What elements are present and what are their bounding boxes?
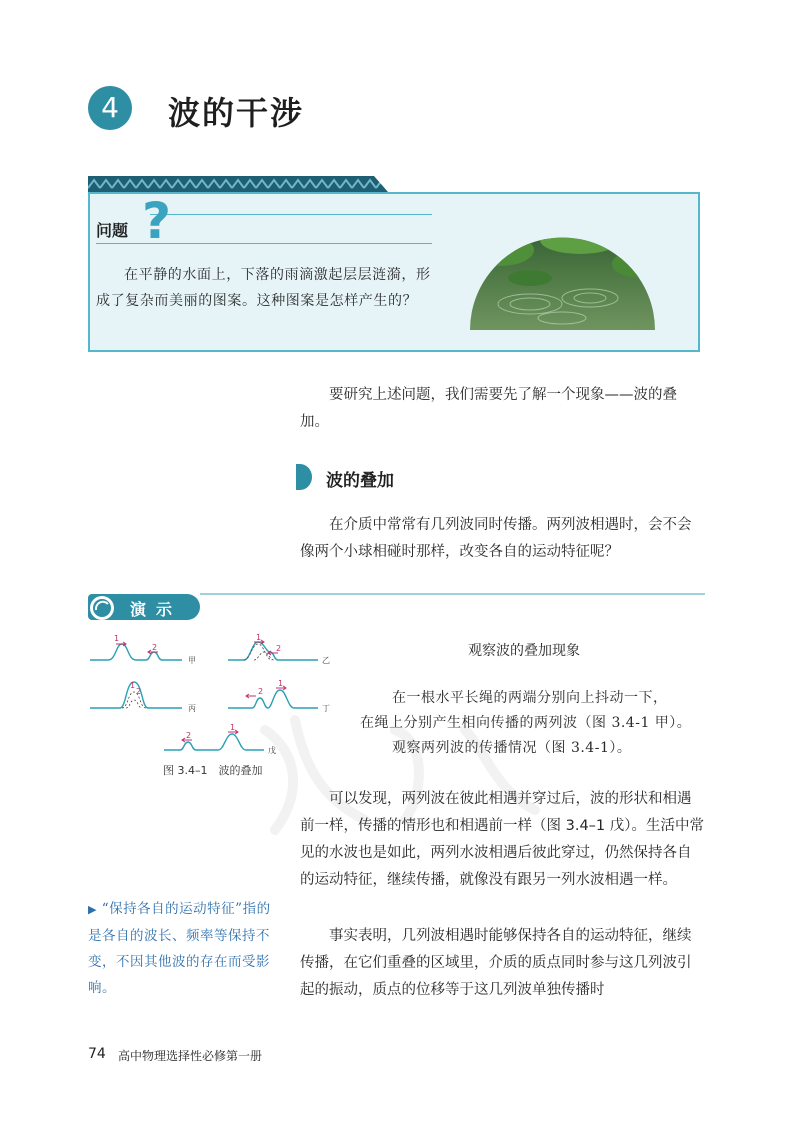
panel-label-b: 乙 <box>322 656 330 665</box>
question-rule-top <box>150 214 432 215</box>
note-arrow-icon: ▶ <box>88 903 97 916</box>
panel-label-c: 丙 <box>188 704 196 713</box>
panel-a-label-2: 2 <box>152 643 158 652</box>
demo-title: 观察波的叠加现象 <box>468 643 580 659</box>
figure-caption: 图 3.4–1 波的叠加 <box>163 764 263 777</box>
panel-a-wave <box>90 644 182 660</box>
section-marker-icon <box>296 464 312 490</box>
panel-e-label-1: 1 <box>230 723 236 732</box>
demo-text-line-2: 在绳上分别产生相向传播的两列波（图 3.4-1 甲）。 <box>360 715 692 731</box>
panel-b-wave <box>228 642 318 660</box>
panel-c-label-2: 2 <box>136 687 142 696</box>
side-note-text: “保持各自的运动特征”指的是各自的波长、频率等保持不变，不因其他波的存在而受影响。 <box>88 901 271 996</box>
paragraph-3: 事实表明，几列波相遇时能够保持各自的运动特征，继续传播，在它们重叠的区域里，介质的质点同时参与这几列波引起的振动，质点的位移等于这几列波单独传播时 <box>300 928 692 998</box>
panel-label-d: 丁 <box>322 704 330 713</box>
question-mark-icon: ? <box>142 192 172 250</box>
paragraph-1: 在介质中常常有几列波同时传播。两列波相遇时，会不会像两个小球相碰时那样，改变各自的运动特征呢？ <box>300 517 692 560</box>
demo-label: 演示 <box>130 600 183 619</box>
question-box-stripe <box>88 176 388 192</box>
page-number: 74 <box>88 1046 106 1062</box>
raindrop-pond-photo <box>470 220 655 330</box>
intro-paragraph: 要研究上述问题，我们需要先了解一个现象——波的叠加。 <box>300 387 677 430</box>
panel-a-label-1: 1 <box>114 634 120 643</box>
paragraph-2: 可以发现，两列波在彼此相遇并穿过后，波的形状和相遇前一样，传播的情形也和相遇前一样（图 3.4–1 戊）。生活中常见的水波也是如此，两列水波相遇后彼此穿过，仍然保持各自的运动特征，继续传播，就像没有跟另一列水波相遇一样。 <box>300 791 705 888</box>
panel-b-label-1: 1 <box>256 633 262 642</box>
question-text: 在平静的水面上，下落的雨滴激起层层涟漪，形成了复杂而美丽的图案。这种图案是怎样产生的？ <box>96 267 431 309</box>
panel-label-e: 戊 <box>268 746 276 755</box>
side-note <box>88 896 272 1001</box>
section-title: 波的叠加 <box>326 471 394 491</box>
demo-icon <box>88 594 118 622</box>
demo-divider <box>200 593 705 595</box>
panel-d-label-2: 2 <box>258 687 264 696</box>
book-title: 高中物理选择性必修第一册 <box>118 1049 263 1063</box>
panel-c-label-1: 1 <box>130 681 136 690</box>
chapter-number-badge: 4 <box>88 86 132 130</box>
panel-b-label-2: 2 <box>276 644 282 653</box>
question-label: 问题 <box>96 221 129 240</box>
chapter-title: 波的干涉 <box>168 94 305 132</box>
panel-label-a: 甲 <box>188 656 196 665</box>
panel-d-label-1: 1 <box>278 679 284 688</box>
demo-text-line-3: 观察两列波的传播情况（图 3.4-1）。 <box>392 740 632 756</box>
panel-e-label-2: 2 <box>186 731 192 740</box>
demo-text-line-1: 在一根水平长绳的两端分别向上抖动一下， <box>392 690 668 706</box>
